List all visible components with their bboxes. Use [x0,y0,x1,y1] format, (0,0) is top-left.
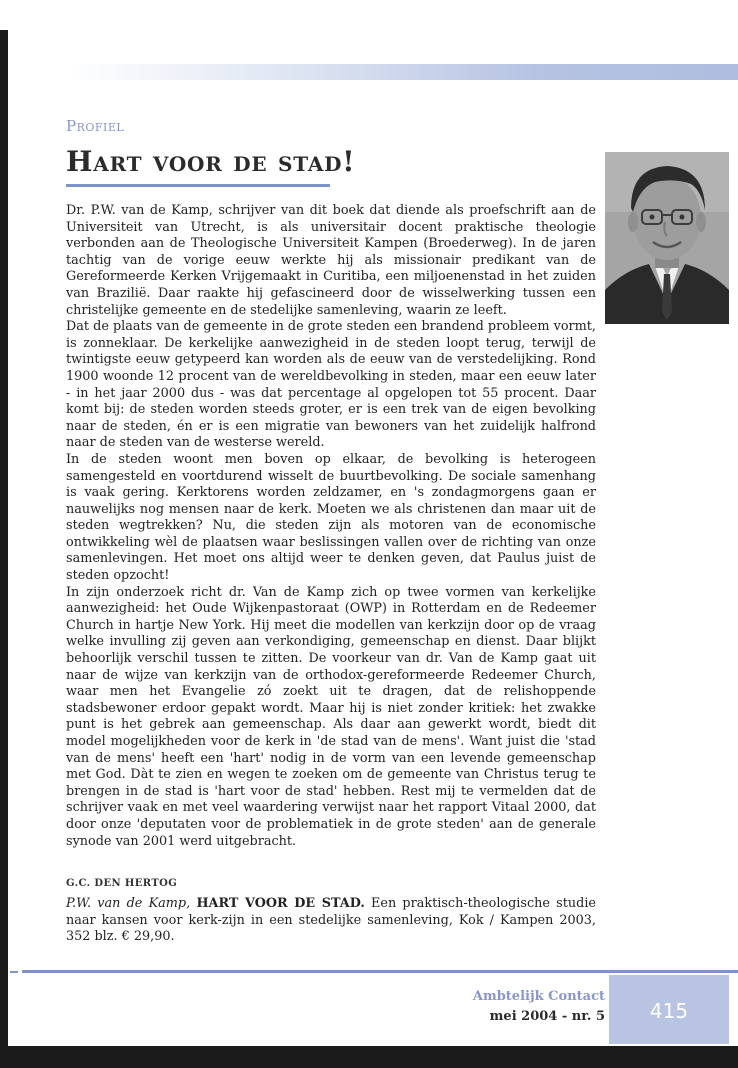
article-paragraph: Dr. P.W. van de Kamp, schrijver van dit boek dat diende als proefschrift aan de Universiteit van Utrecht, is als universitair docent praktische theologie verbonden aan de Theologische Universiteit Kampen (Broederweg). In de jaren tachtig van de vorige eeuw werkte hij als missionair predikant van de Gereformeerde Kerken Vrijgemaakt in Curitiba, een miljoenenstad in het zuiden van Brazilië. Daar raakte hij gefascineerd door de wisselwerking tussen een christelijke gemeente en de stedelijke samenleving, waarin ze leeft. [66,203,596,318]
portrait-photo [605,152,729,324]
title-underline [66,184,330,187]
page-title: Hart voor de stad! [66,145,356,178]
book-title: HART VOOR DE STAD. [196,896,365,911]
book-author: P.W. van de Kamp, [66,896,191,911]
footer-rule [22,970,738,973]
page-number: 415 [649,999,689,1023]
journal-name: Ambtelijk Contact [472,989,605,1004]
book-details: Een praktisch-theologische studie naar kansen voor kerk-zijn in een stedelijke samenleving, Kok / Kampen 2003, 352 blz. € 29,90. [66,896,596,945]
article-paragraph: In zijn onderzoek richt dr. Van de Kamp zich op twee vormen van kerkelijke aanwezigheid: het Oude Wijkenpastoraat (OWP) in Rotterdam en de Redeemer Church in hartje New York. Hij meet die modellen van kerkzijn door op de vraag welke invulling zij geven aan verkondiging, gemeenschap en dienst. Daar blijkt behoorlijk verschil tussen te zitten. De voorkeur van dr. Van de Kamp gaat uit naar de wijze van kerkzijn van de orthodox-gereformeerde Redeemer Church, waar men het Evangelie zó zoekt uit te dragen, dat de relishoppende stadsbewoner erdoor gepakt wordt. Maar hij is niet zonder kritiek: het zwakke punt is het gebrek aan gemeenschap. Als daar aan gewerkt wordt, biedt dit model mogelijkheden voor de kerk in 'de stad van de mens'. Want juist die 'stad van de mens' heeft een 'hart' nodig in de vorm van een levende gemeenschap met God. Dàt te zien en wegen te zoeken om de gemeente van Christus terug te brengen in de stad is 'hart voor de stad' hebben. Rest mij te vermelden dat de schrijver vaak en met veel waardering verwijst naar het rapport Vitaal 2000, dat door onze 'deputaten voor de problematiek in de grote steden' aan de generale synode van 2001 werd uitgebracht. [66,584,596,849]
scan-edge-left [0,30,8,1050]
book-reference [66,896,596,946]
header-gradient-band [68,64,738,80]
article-paragraph: In de steden woont men boven op elkaar, de bevolking is heterogeen samengesteld en voortdurend wisselt de buurtbevolking. De sociale samenhang is vaak gering. Kerktorens worden zeldzamer, en 's zondagmorgens gaan er nauwelijks nog mensen naar de kerk. Moeten we als christenen dan maar uit de steden wegtrekken? Nu, die steden zijn als motoren van de economische ontwikkeling wèl de plaatsen waar beslissingen vallen over de richting van onze samenlevingen. Het moet ons altijd weer te denken geven, dat Paulus juist de steden opzocht! [66,451,596,584]
section-label: Profiel [66,117,125,135]
article-paragraph: Dat de plaats van de gemeente in de grote steden een brandend probleem vormt, is zonneklaar. De kerkelijke aanwezigheid in de steden loopt terug, terwijl de twintigste eeuw getypeerd kan worden als de eeuw van de verstedelijking. Rond 1900 woonde 12 procent van de wereldbevolking in steden, maar een eeuw later - in het jaar 2000 dus - was dat percentage al opgelopen tot 55 procent. Daar komt bij: de steden worden steeds groter, er is een trek van de eigen bevolking naar de steden, én er is een migratie van bewoners van het zuidelijk halfrond naar de steden van de westerse wereld. [66,319,596,451]
article-author: G.C. DEN HERTOG [66,878,178,889]
footer-info [405,987,605,1027]
scan-edge-bottom [0,1046,738,1068]
footer-rule-tick [10,971,18,973]
top-margin [0,0,738,30]
page-number-box [609,975,729,1044]
issue-info: mei 2004 - nr. 5 [489,1009,605,1024]
article-body [66,203,596,850]
portrait-icon [605,152,729,324]
